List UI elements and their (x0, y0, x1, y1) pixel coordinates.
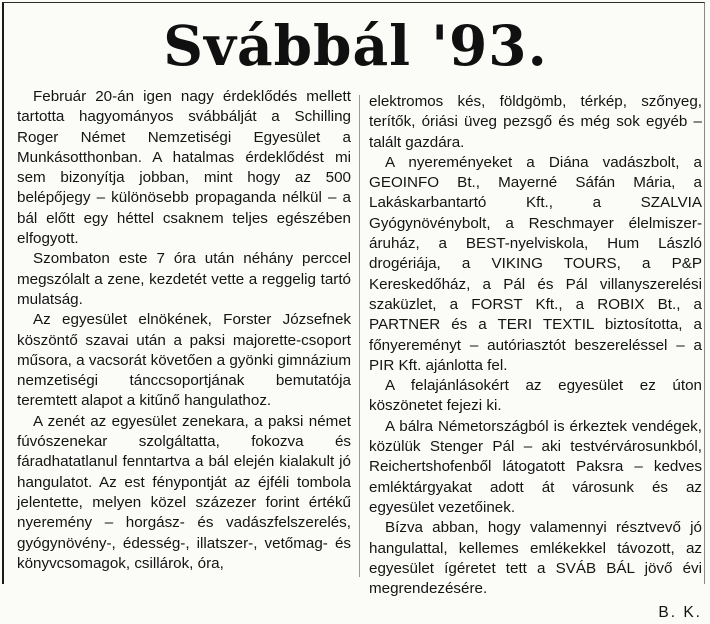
article-paragraph: Szombaton este 7 óra után néhány perccel megszólalt a zene, kezdetét vette a reggelig tartó mulatság. (17, 250, 351, 308)
article-paragraph: A felajánlásokért az egyesület ez úton köszönetet fejezi ki. (369, 377, 702, 415)
article-column-left (17, 87, 351, 574)
article-paragraph: Bízva abban, hogy valamennyi résztvevő jó hangulattal, kellemes emlékekkel távozott, az egyesület ígéretet tett a SVÁB BÁL jövő évi megrendezésére. (369, 519, 702, 598)
article-column-right (369, 92, 702, 624)
article-paragraph: Az egyesület elnökének, Forster Józsefnek köszöntő szavai után a paksi majorette-csoport műsora, a vacsorát követően a gyönki gimnázium nemzetiségi tánccsoportjának bemutatója teremtett alapot a kitűnő hangulathoz. (17, 311, 351, 410)
newspaper-clipping (2, 2, 705, 622)
article-title: Svábbál '93. (163, 13, 548, 78)
author-signature: B. K. (658, 604, 702, 622)
article-paragraph: Február 20-án igen nagy érdeklődés mellett tartotta hagyományos svábbálját a Schilling Roger Német Nemzetiségi Egyesület a Munkásotthonban. A hatalmas érdeklődést mi sem bizonyítja jobban, mint hogy az 500 belépőjegy – különösebb propaganda nélkül – a bál előtt egy héttel csaknem teljes egészében elfogyott. (17, 88, 351, 248)
article-paragraph: A bálra Németországból is érkeztek vendégek, közülük Stenger Pál – aki testvérvárosunkból, Reichertshofenből látogatott Paksra – kedves emléktárgyakat adott át városunk és az egyesület vezetőinek. (369, 417, 702, 516)
article-paragraph: A zenét az egyesület zenekara, a paksi német fúvószenekar szolgáltatta, fokozva és fáradhatatlanul fenntartva a bál elején kialakult jó hangulatot. Az est fénypontját az éjféli tombola jelentette, melyen közel százezer forint értékű nyeremény – horgász- és vadászfelszerelés, gyógynövény-, édesség-, illatszer-, vetőmag- és könyvcsomagok, csillárok, óra, (17, 412, 351, 572)
article-paragraph-continued: elektromos kés, földgömb, térkép, szőnyeg, terítők, óriási üveg pezsgő és még sok egyéb – talált gazdára. (369, 93, 702, 151)
article-paragraph: A nyereményeket a Diána vadászbolt, a GEOINFO Bt., Mayerné Sáfán Mária, a Lakáskarbantartó Kft., a SZALVIA Gyógynövénybolt, a Reschmayer élelmiszer-áruház, a BEST-nyelviskola, Hum László drogériája, a VIKING TOURS, a P&P Kereskedőház, a Pál és Pál villanyszerelési szaküzlet, a FORST Kft., a ROBIX Bt., a PARTNER és a TERI TEXTIL biztosította, a főnyereményt – autóriasztót beszereléssel – a PIR Kft. ajánlotta fel. (369, 153, 702, 374)
column-divider (359, 95, 360, 577)
